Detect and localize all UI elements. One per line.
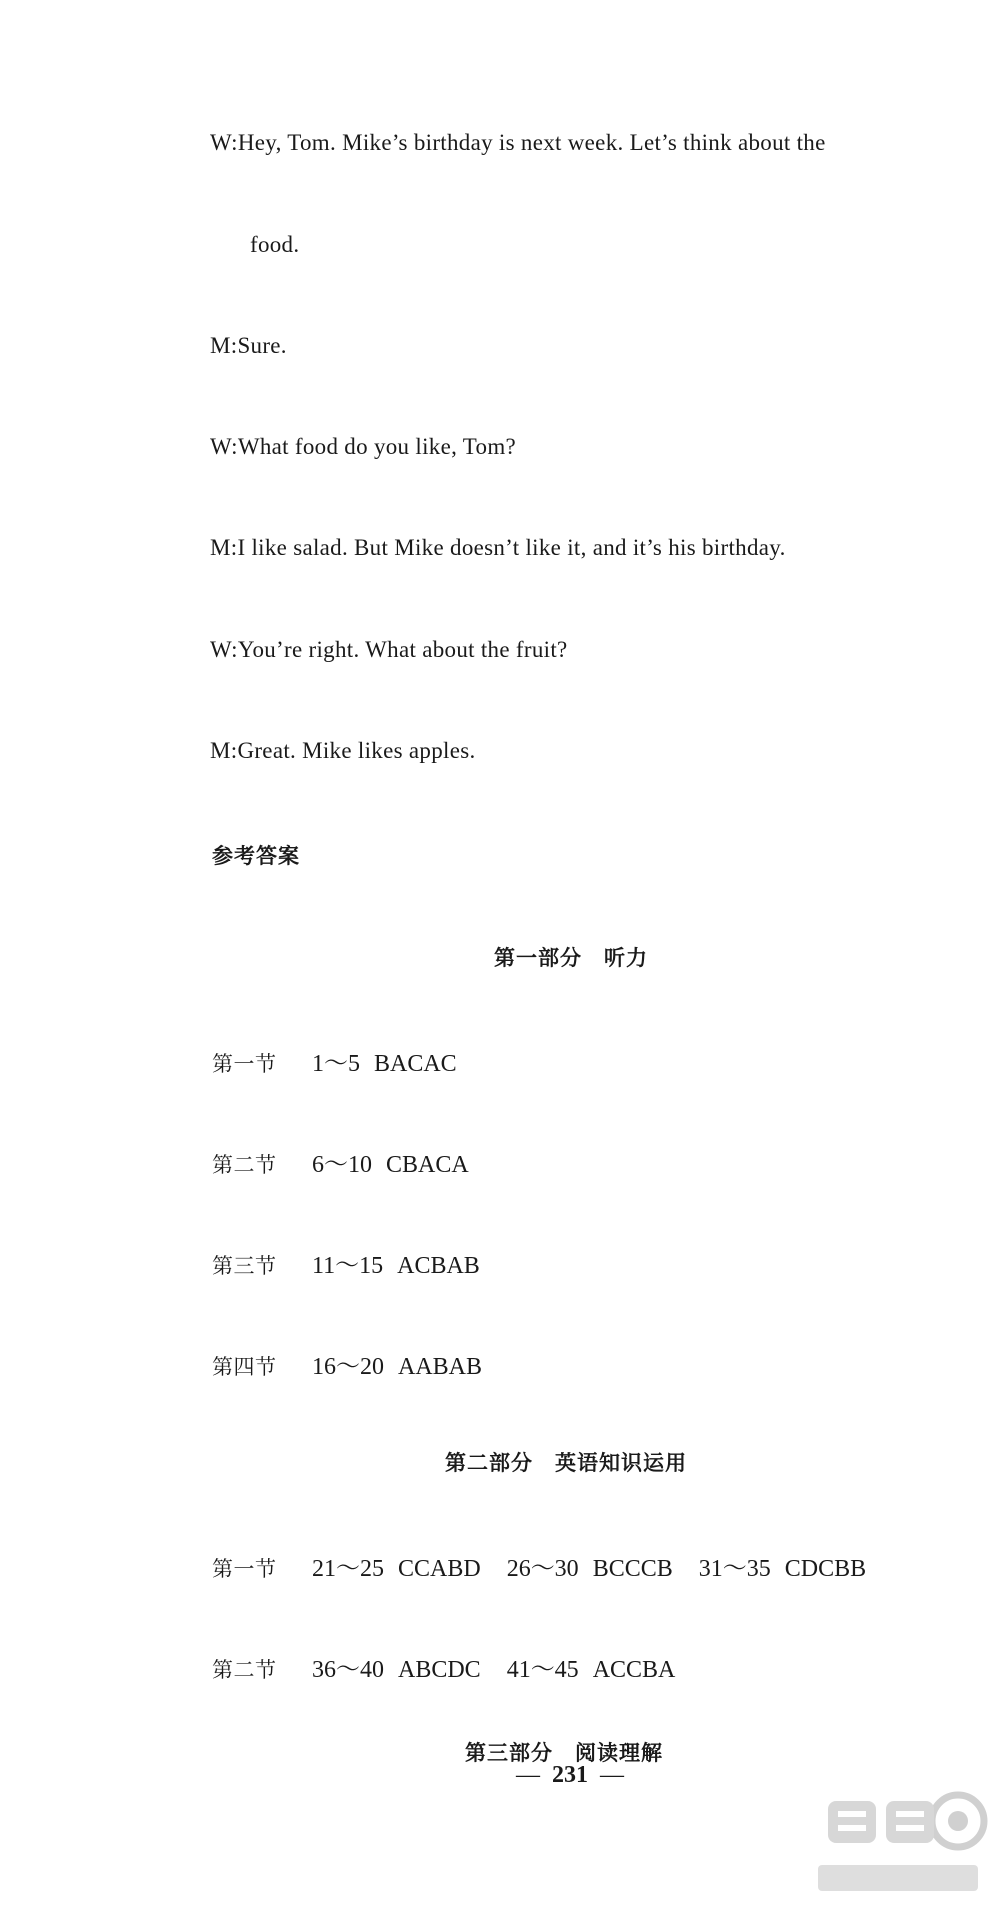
question-range: 16～20	[312, 1354, 384, 1380]
answer-key: ACBAB	[397, 1253, 480, 1279]
question-range: 36～40	[312, 1657, 384, 1683]
answer-row	[212, 1649, 693, 1684]
question-range: 1～5	[312, 1051, 360, 1077]
dialogue-line-4: W:What food do you like, Tom?	[210, 434, 517, 459]
answer-row	[212, 1043, 475, 1078]
section-label: 第四节	[212, 1355, 277, 1379]
watermark-logo	[808, 1783, 988, 1903]
question-range: 11～15	[312, 1253, 384, 1279]
answer-key: BACAC	[374, 1051, 457, 1077]
page-dash-right: —	[600, 1762, 624, 1788]
question-range: 26～30	[506, 1556, 579, 1582]
answer-row	[212, 1245, 498, 1280]
section-label: 第三节	[212, 1254, 277, 1278]
part2-title: 第二部分 英语知识运用	[445, 1451, 687, 1475]
question-range: 31～35	[698, 1556, 771, 1582]
part3-title: 第三部分 阅读理解	[465, 1741, 663, 1765]
dialogue-line-7: M:Great. Mike likes apples.	[210, 738, 476, 763]
dialogue-line-3: M:Sure.	[210, 333, 287, 358]
dialogue-line-5: M:I like salad. But Mike doesn’t like it, and it’s his birthday.	[210, 535, 786, 560]
answer-key: CBACA	[386, 1152, 469, 1178]
answer-row	[212, 1346, 500, 1381]
section-label: 第二节	[212, 1153, 277, 1177]
page-number	[510, 1762, 630, 1789]
answer-key: CDCBB	[784, 1556, 867, 1582]
part1-title: 第一部分 听力	[494, 946, 648, 970]
dialogue-line-2: food.	[250, 232, 300, 257]
section-label: 第一节	[212, 1557, 277, 1581]
question-range: 6～10	[312, 1152, 372, 1178]
answer-key: ABCDC	[398, 1657, 481, 1683]
answer-key: AABAB	[398, 1354, 483, 1380]
page-dash-left: —	[516, 1762, 540, 1788]
answer-row	[212, 1144, 487, 1179]
section-label: 第二节	[212, 1658, 277, 1682]
dialogue-line-6: W:You’re right. What about the fruit?	[210, 637, 568, 662]
question-range: 41～45	[506, 1657, 579, 1683]
answer-row	[212, 1548, 884, 1583]
page-number-value: 231	[552, 1762, 588, 1788]
answers-title: 参考答案	[212, 844, 300, 868]
answer-key: BCCCB	[592, 1556, 673, 1582]
section-label: 第一节	[212, 1052, 277, 1076]
question-range: 21～25	[312, 1556, 384, 1582]
dialogue-line-1: W:Hey, Tom. Mike’s birthday is next week. Let’s think about the	[210, 130, 826, 155]
answer-key: CCABD	[398, 1556, 481, 1582]
answer-key: ACCBA	[592, 1657, 676, 1683]
